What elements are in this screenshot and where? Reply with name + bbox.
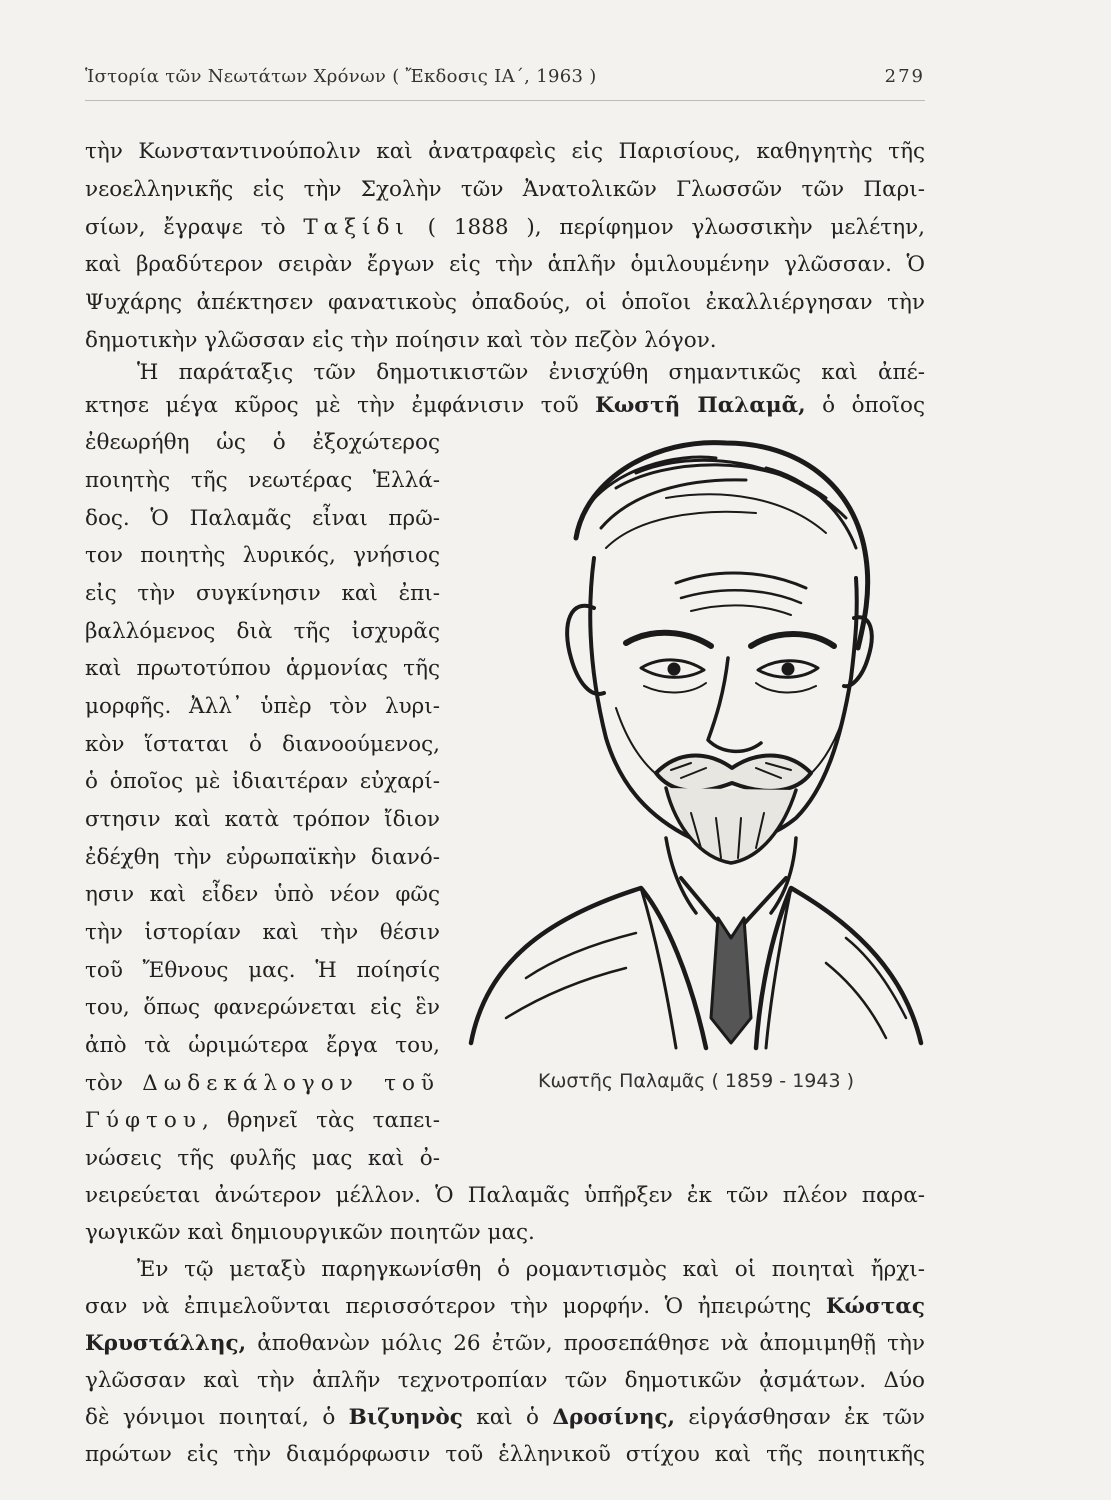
text-line: καὶ πρωτοτύπου ἁρμονίας τῆς (85, 656, 440, 681)
text-line: σαν νὰ ἐπιμελοῦνται περισσότερον τὴν μορφήν. Ὁ ἠπειρώτης Κώστας (85, 1294, 925, 1319)
text-line: ησιν καὶ εἶδεν ὑπὸ νέον φῶς (85, 882, 440, 907)
text-line: νειρεύεται ἀνώτερον μέλλον. Ὁ Παλαμᾶς ὑπῆρξεν ἐκ τῶν πλέον παρα- (85, 1183, 925, 1208)
text-line: Κρυστάλλης, ἀποθανὼν μόλις 26 ἐτῶν, προσεπάθησε νὰ ἀπομιμηθῇ τὴν (85, 1331, 925, 1356)
text-line: Γύφτου, θρηνεῖ τὰς ταπει- (85, 1108, 440, 1133)
text-line: γωγικῶν καὶ δημιουργικῶν ποιητῶν μας. (85, 1220, 535, 1245)
text-line: στησιν καὶ κατὰ τρόπον ἴδιον (85, 807, 440, 832)
page-number: 279 (884, 66, 925, 87)
text-line: δημοτικὴν γλῶσσαν εἰς τὴν ποίησιν καὶ τὸν πεζὸν λόγον. (85, 328, 717, 353)
header-title: Ἱστορία τῶν Νεωτάτων Χρόνων ( Ἔκδοσις ΙΑ΄, 1963 ) (85, 66, 597, 87)
text-line: του, ὅπως φανερώνεται εἰς ἓν (85, 995, 440, 1020)
text-line: καὶ βραδύτερον σειρὰν ἔργων εἰς τὴν ἁπλῆν ὁμιλουμένην γλῶσσαν. Ὁ (85, 252, 925, 277)
text-line: σίων, ἔγραψε τὸ Ταξίδι ( 1888 ), περίφημον γλωσσικὴν μελέτην, (85, 215, 925, 240)
text-line: βαλλόμενος διὰ τῆς ἰσχυρᾶς (85, 619, 440, 644)
portrait-illustration (466, 418, 926, 1058)
text-line: νεοελληνικῆς εἰς τὴν Σχολὴν τῶν Ἀνατολικῶν Γλωσσῶν τῶν Παρι- (85, 177, 925, 202)
name-krystallis: Κώστας (825, 1294, 925, 1319)
text-line: δὲ γόνιμοι ποιηταί, ὁ Βιζυηνὸς καὶ ὁ Δροσίνης, εἰργάσθησαν ἐκ τῶν (85, 1405, 925, 1430)
text-line: τον ποιητὴς λυρικός, γνήσιος (85, 543, 440, 568)
text-line: τοῦ Ἔθνους μας. Ἡ ποίησίς (85, 958, 440, 983)
text-line: τὴν Κωνσταντινούπολιν καὶ ἀνατραφεὶς εἰς Παρισίους, καθηγητὴς τῆς (85, 139, 925, 164)
text-line: τὸν Δωδεκάλογον τοῦ (85, 1071, 440, 1096)
name-vizyinos: Βιζυηνὸς (348, 1405, 463, 1430)
text-line: Ψυχάρης ἀπέκτησεν φανατικοὺς ὀπαδούς, οἱ ὁποῖοι ἐκαλλιέργησαν τὴν (85, 290, 925, 315)
text-line: ἀπὸ τὰ ὡριμώτερα ἔργα του, (85, 1033, 440, 1058)
name-palamas: Κωστῆ Παλαμᾶ, (595, 393, 806, 418)
text-line: νώσεις τῆς φυλῆς μας καὶ ὀ- (85, 1146, 440, 1171)
text-line: ἐθεωρήθη ὡς ὁ ἐξοχώτερος (85, 430, 440, 455)
text-line: Ἡ παράταξις τῶν δημοτικιστῶν ἐνισχύθη σημαντικῶς καὶ ἀπέ- (137, 360, 925, 385)
text-line: Ἐν τῷ μεταξὺ παρηγκωνίσθη ὁ ρομαντισμὸς καὶ οἱ ποιηταὶ ἤρχι- (137, 1257, 925, 1282)
header-rule (85, 100, 925, 101)
running-header (85, 66, 925, 102)
text-line: εἰς τὴν συγκίνησιν καὶ ἐπι- (85, 581, 440, 606)
text-line: ὁ ὁποῖος μὲ ἰδιαιτέραν εὐχαρί- (85, 769, 440, 794)
text-line: τὴν ἱστορίαν καὶ τὴν θέσιν (85, 920, 440, 945)
text-line: ποιητὴς τῆς νεωτέρας Ἑλλά- (85, 468, 440, 493)
text-line: γλῶσσαν καὶ τὴν ἁπλῆν τεχνοτροπίαν τῶν δημοτικῶν ᾀσμάτων. Δύο (85, 1368, 925, 1393)
name-drosinis: Δροσίνης, (552, 1405, 676, 1430)
text-line: κὸν ἵσταται ὁ διανοούμενος, (85, 732, 440, 757)
text-line: δος. Ὁ Παλαμᾶς εἶναι πρῶ- (85, 506, 440, 531)
text-line: ἐδέχθη τὴν εὐρωπαϊκὴν διανό- (85, 845, 440, 870)
text-line: μορφῆς. Ἀλλ᾽ ὑπὲρ τὸν λυρι- (85, 694, 440, 719)
portrait-caption: Κωστῆς Παλαμᾶς ( 1859 - 1943 ) (537, 1070, 854, 1092)
text-line: πρώτων εἰς τὴν διαμόρφωσιν τοῦ ἑλληνικοῦ στίχου καὶ τῆς ποιητικῆς (85, 1442, 925, 1467)
text-line: κτησε μέγα κῦρος μὲ τὴν ἐμφάνισιν τοῦ Κωστῆ Παλαμᾶ, ὁ ὁποῖος (85, 393, 926, 418)
